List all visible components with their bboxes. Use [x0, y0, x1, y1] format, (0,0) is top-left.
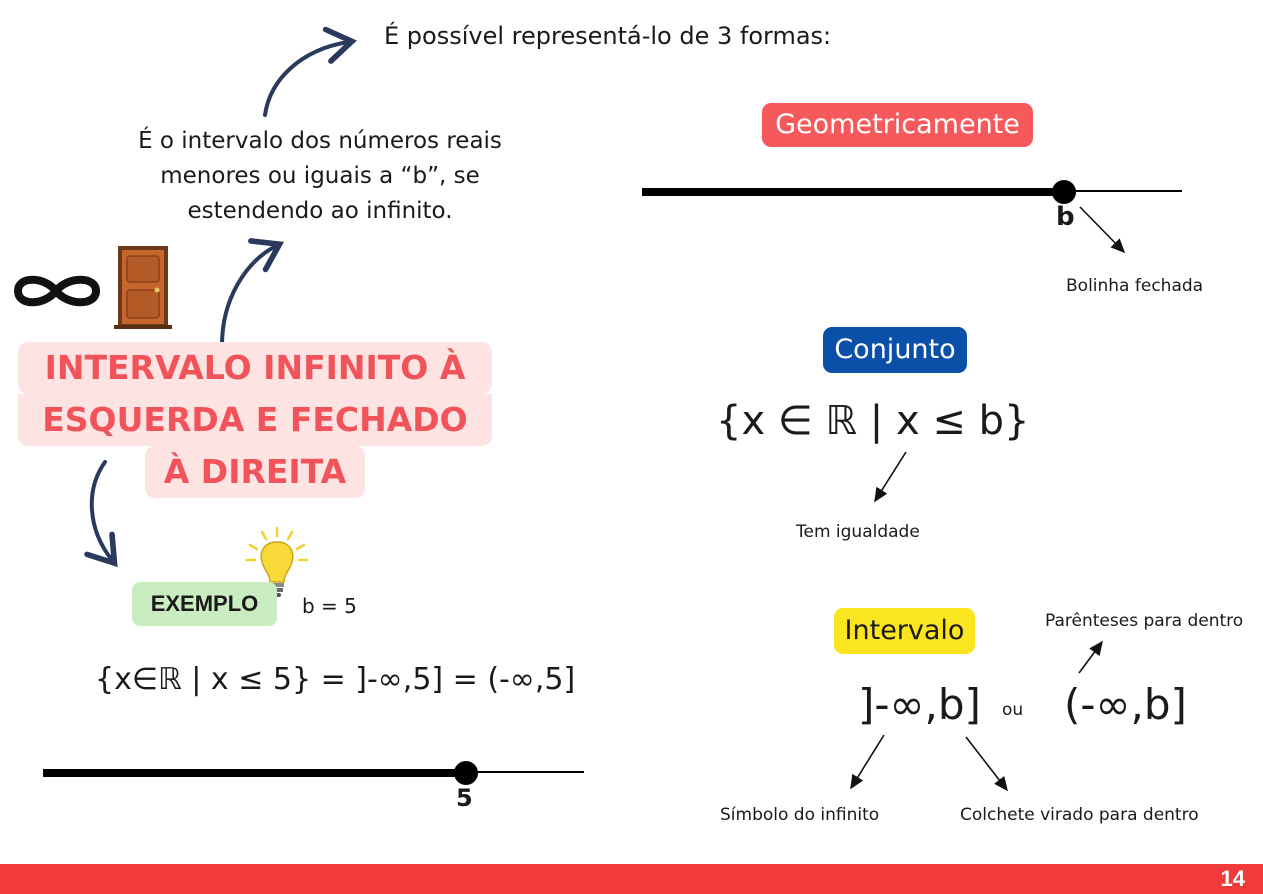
number-line-example — [43, 761, 584, 785]
arrow-to-bolinha — [1080, 207, 1124, 252]
curved-arrow-middle — [222, 246, 276, 345]
title-line-3: À DIREITA — [145, 446, 365, 498]
infinity-icon — [18, 280, 96, 303]
set-note: Tem igualdade — [796, 522, 920, 542]
example-set-expression: {x∈ℝ | x ≤ 5} = ]-∞,5] = (-∞,5] — [95, 662, 576, 697]
interval-badge: Intervalo — [834, 608, 975, 654]
footer-bar — [0, 864, 1263, 894]
set-expression: {x ∈ ℝ | x ≤ b} — [716, 398, 1030, 444]
arrow-to-colchete — [966, 737, 1007, 790]
geometric-point-label: b — [1056, 202, 1075, 232]
closed-dot-example — [454, 761, 478, 785]
page-number: 14 — [1220, 866, 1245, 891]
arrow-to-igualdade — [875, 452, 906, 501]
definition-text: É o intervalo dos números reais menores ou iguais a “b”, se estendendo ao infinito. — [138, 128, 502, 224]
interval-note-left: Símbolo do infinito — [720, 805, 880, 825]
geometric-badge: Geometricamente — [762, 103, 1033, 147]
interval-expression-parentheses: (-∞,b] — [1064, 680, 1187, 729]
title-line-1: INTERVALO INFINITO À — [18, 342, 492, 394]
door-icon — [114, 246, 172, 329]
title-line-2: ESQUERDA E FECHADO — [18, 394, 492, 446]
number-line-geometric — [642, 180, 1182, 204]
intro-text: É possível representá-lo de 3 formas: — [384, 22, 832, 50]
interval-expression-brackets: ]-∞,b] — [858, 680, 981, 729]
curved-arrow-top — [265, 42, 348, 115]
interval-or-text: ou — [1002, 700, 1024, 720]
geometric-note: Bolinha fechada — [1066, 276, 1204, 296]
set-badge: Conjunto — [823, 327, 967, 373]
arrow-to-parenteses — [1079, 642, 1102, 673]
example-number-label: 5 — [456, 784, 473, 812]
interval-note-top: Parênteses para dentro — [1045, 611, 1244, 631]
example-equation: b = 5 — [302, 594, 357, 618]
arrow-to-infinito — [851, 735, 884, 788]
title-block — [18, 342, 498, 502]
interval-note-right: Colchete virado para dentro — [960, 805, 1199, 825]
closed-dot — [1052, 180, 1076, 204]
example-badge: EXEMPLO — [132, 582, 277, 626]
